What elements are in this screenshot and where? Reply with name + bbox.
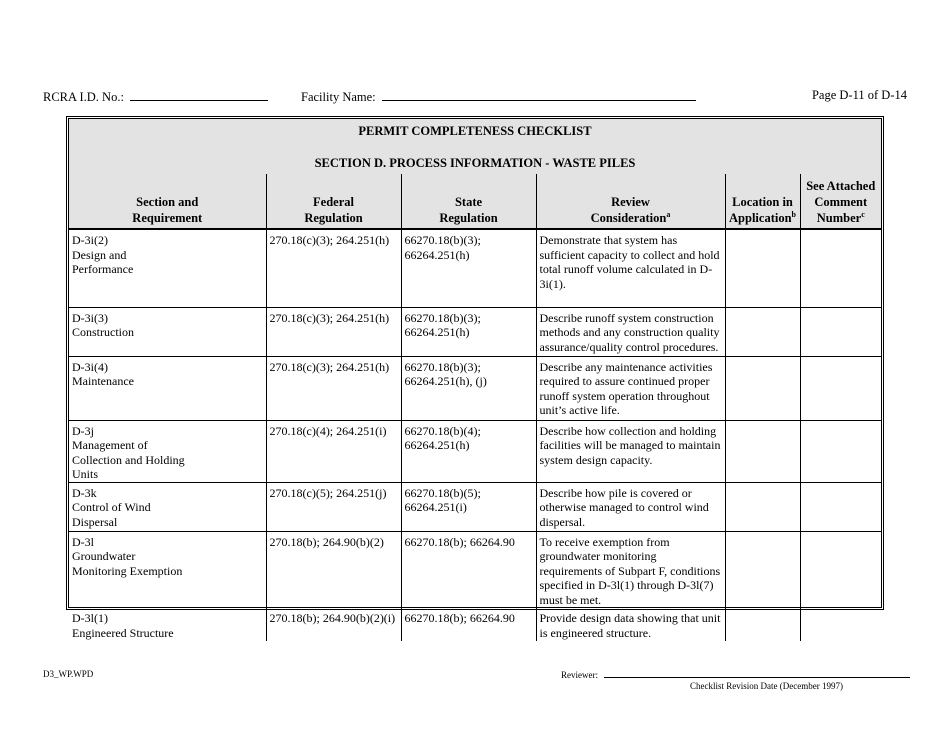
table-row [69,307,881,356]
table-row [69,531,881,608]
state-cell: 66270.18(b)(5); 66264.251(i) [401,482,536,531]
section-cell [69,307,266,356]
col-state-regulation: State Regulation [401,174,536,229]
table-row [69,229,881,307]
comment-cell[interactable] [800,229,881,307]
comment-cell[interactable] [800,356,881,420]
col-federal-regulation: Federal Regulation [266,174,401,229]
section-code: D-3i(3) [72,310,108,325]
location-cell[interactable] [725,356,800,420]
section-code: D-3l(1) [72,611,108,625]
section-code: D-3i(2) [72,233,108,247]
rcra-id-label: RCRA I.D. No.: [43,90,124,104]
comment-cell[interactable] [800,608,881,641]
col-location-in-application: Location in Application$^b$ [725,174,800,229]
comment-cell[interactable] [800,482,881,531]
review-cell: To receive exemption from groundwater monitoring requirements of Subpart F, conditions specified in D-3l(1) through D-3l(7) must be met. [536,531,725,608]
state-cell: 66270.18(b)(3); 66264.251(h) [401,229,536,307]
header-row [69,174,881,229]
section-cell [69,229,266,307]
location-cell[interactable] [725,608,800,641]
checklist-title: PERMIT COMPLETENESS CHECKLIST [358,124,592,138]
col-review-consideration: Review Consideration$^a$ [536,174,725,229]
location-cell[interactable] [725,531,800,608]
section-cell [69,531,266,608]
location-cell[interactable] [725,229,800,307]
comment-cell[interactable] [800,420,881,482]
location-cell[interactable] [725,482,800,531]
page-number: Page D-11 of D-14 [811,88,907,102]
col-comment-number: See Attached Comment Number$^c$ [800,174,881,229]
federal-cell: 270.18(c)(3); 264.251(h) [266,356,401,420]
section-cell [69,356,266,420]
review-cell: Describe any maintenance activities required to assure continued proper runoff system operation throughout unit’s active life. [536,356,725,420]
state-cell: 66270.18(b)(3); 66264.251(h) [401,307,536,356]
federal-cell: 270.18(c)(3); 264.251(h) [266,307,401,356]
section-code: D-3l [72,534,94,549]
facility-name-blank [382,88,696,101]
checklist-table [69,174,881,641]
checklist-title-bar [69,119,881,175]
state-cell: 66270.18(b)(3); 66264.251(h), (j) [401,356,536,420]
requirement-name: Management of Collection and Holding Units [72,438,185,481]
table-row [69,420,881,482]
requirement-name: Groundwater Monitoring Exemption [72,549,183,578]
federal-cell: 270.18(b); 264.90(b)(2)(i) [266,608,401,641]
requirement-name: Construction [72,325,134,339]
reviewer-label: Reviewer: [561,670,598,680]
location-cell[interactable] [725,307,800,356]
review-cell: Describe how collection and holding facilities will be managed to maintain system design capacity. [536,420,725,482]
comment-cell[interactable] [800,531,881,608]
federal-cell: 270.18(c)(3); 264.251(h) [266,229,401,307]
section-code: D-3j [72,423,94,438]
state-cell: 66270.18(b); 66264.90 [401,608,536,641]
checklist-subtitle: SECTION D. PROCESS INFORMATION - WASTE PILES [314,156,636,170]
revision-date: Checklist Revision Date (December 1997) [690,681,843,691]
review-cell: Demonstrate that system has sufficient capacity to collect and hold total runoff volume calculated in D-3i(1). [536,229,725,307]
file-name: D3_WP.WPD [43,669,94,679]
requirement-name: Engineered Structure [72,625,174,640]
section-code: D-3i(4) [72,359,108,374]
col-section-requirement: Section and Requirement [69,174,266,229]
requirement-name: Maintenance [72,374,134,388]
reviewer-blank [604,669,910,678]
rcra-id-blank [130,88,268,101]
review-cell: Describe runoff system construction methods and any construction quality assurance/quality control procedures. [536,307,725,356]
section-cell [69,608,266,641]
requirement-name: Control of Wind Dispersal [72,500,151,529]
comment-cell[interactable] [800,307,881,356]
federal-cell: 270.18(c)(5); 264.251(j) [266,482,401,531]
federal-cell: 270.18(b); 264.90(b)(2) [266,531,401,608]
table-row [69,356,881,420]
state-cell: 66270.18(b)(4); 66264.251(h) [401,420,536,482]
table-row [69,608,881,641]
section-code: D-3k [72,485,97,500]
federal-cell: 270.18(c)(4); 264.251(i) [266,420,401,482]
rcra-id-field [43,88,268,105]
location-cell[interactable] [725,420,800,482]
review-cell: Describe how pile is covered or otherwise managed to control wind dispersal. [536,482,725,531]
review-cell: Provide design data showing that unit is engineered structure. [536,608,725,641]
table-row [69,482,881,531]
facility-name-label: Facility Name: [301,90,376,104]
checklist-frame [66,116,884,640]
reviewer-field [561,669,910,680]
section-cell [69,420,266,482]
requirement-name: Design and Performance [72,247,134,276]
section-cell [69,482,266,531]
facility-name-field [301,88,696,105]
state-cell: 66270.18(b); 66264.90 [401,531,536,608]
